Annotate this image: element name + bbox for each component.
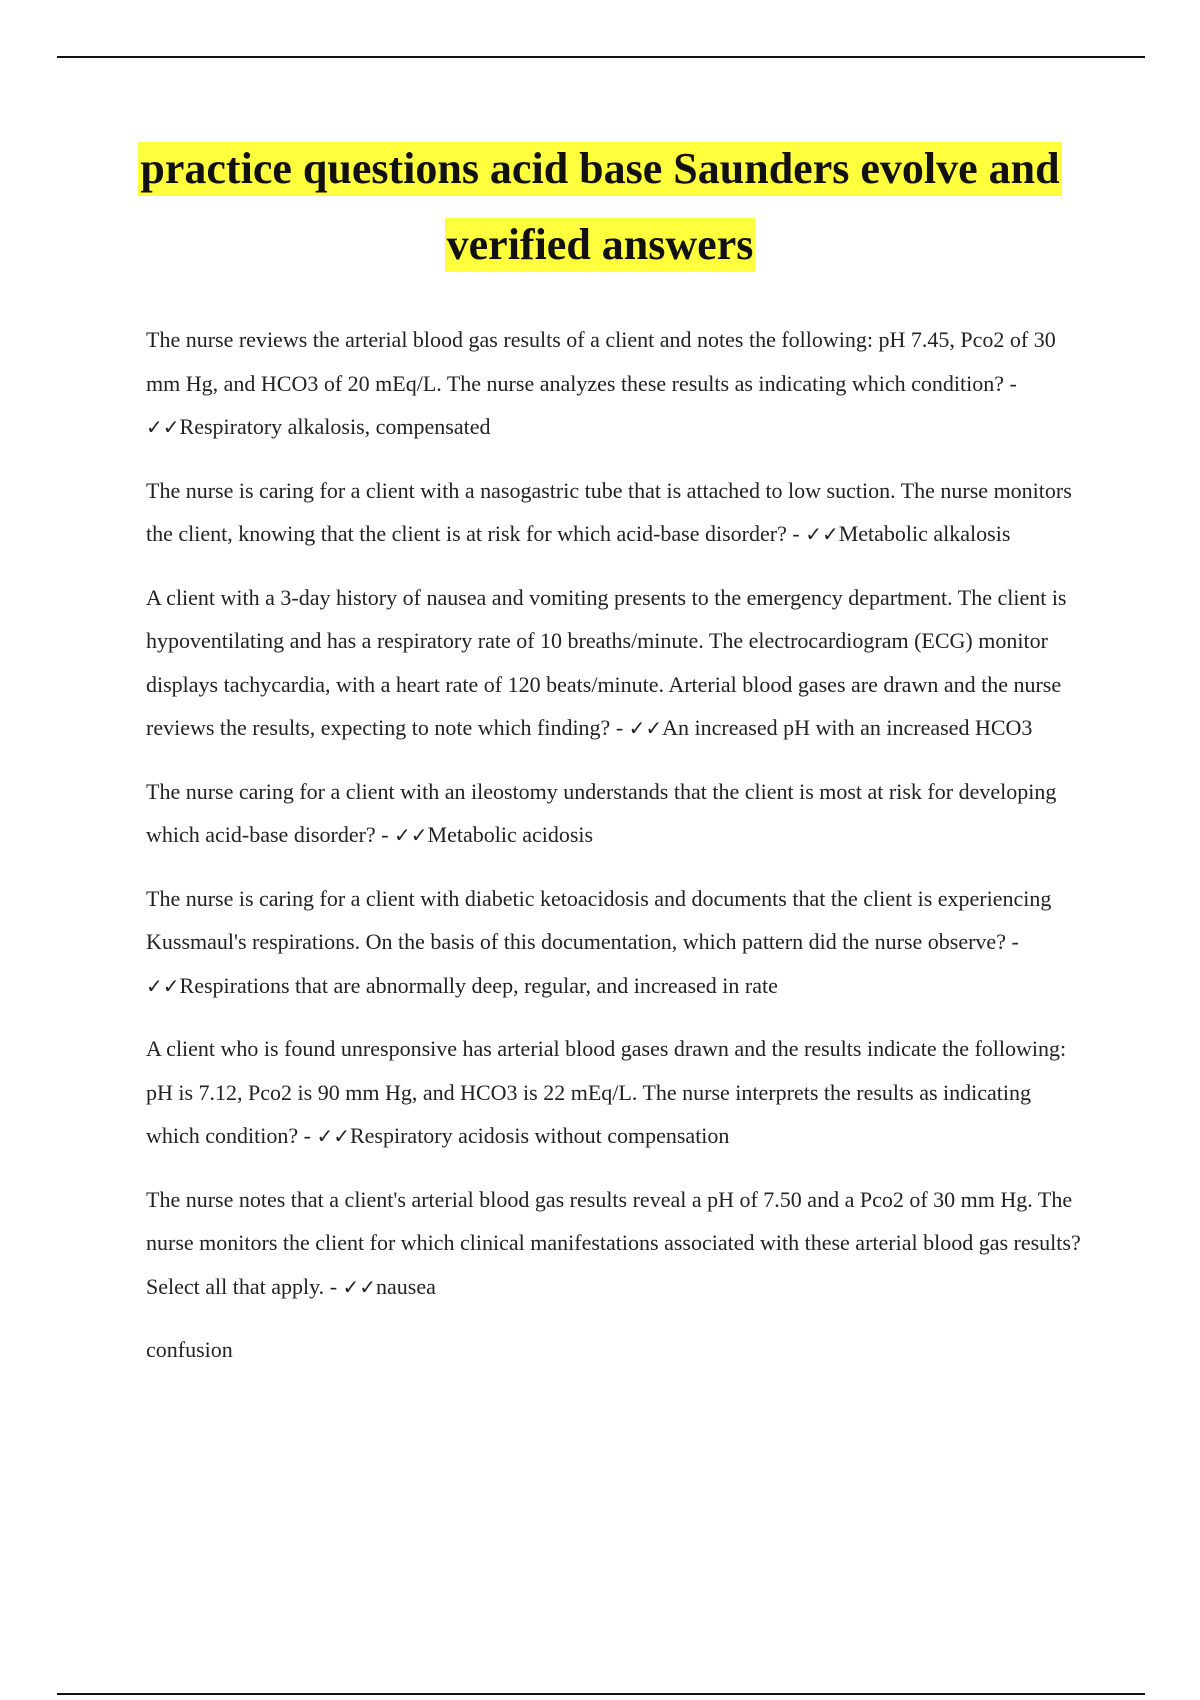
title-line-2: verified answers [445, 218, 756, 272]
double-check-icon: ✓✓ [628, 716, 663, 740]
question-text: The nurse caring for a client with an ileostomy understands that the client is most at risk for developing which acid-base disorder? [146, 778, 1057, 847]
title-line-1: practice questions acid base Saunders evolve and [138, 142, 1061, 196]
qa-item-6 [146, 1027, 1086, 1159]
separator: - [375, 822, 395, 847]
separator: - [610, 715, 629, 740]
question-text: The nurse is caring for a client with a nasogastric tube that is attached to low suction. The nurse monitors the client, knowing that the client is at risk for which acid-base disorder? [146, 477, 1072, 546]
question-text: A client with a 3-day history of nausea and vomiting presents to the emergency department. The client is hypoventilating and has a respiratory rate of 10 breaths/minute. The electrocardiogram (ECG) monitor displays tachycardia, with a heart rate of 120 beats/minute. Arterial blood gases are drawn and the nurse reviews the results, expecting to note which finding? [146, 584, 1067, 740]
answer-text: Respiratory acidosis without compensation [349, 1123, 730, 1148]
double-check-icon: ✓✓ [146, 415, 180, 439]
question-text: The nurse is caring for a client with diabetic ketoacidosis and documents that the client is experiencing Kussmaul's respirations. On the basis of this documentation, which pattern did the nurse observe? [146, 885, 1052, 954]
separator: - [1005, 929, 1019, 954]
answer-text: An increased pH with an increased HCO3 [662, 715, 1033, 740]
trailing-answer: confusion [146, 1337, 233, 1362]
answer-text: Respiratory alkalosis, compensated [179, 414, 491, 439]
separator: - [786, 521, 806, 546]
double-check-icon: ✓✓ [146, 973, 180, 998]
separator: - [1004, 370, 1017, 396]
question-text: The nurse reviews the arterial blood gas results of a client and notes the following: pH 7.45, Pco2 of 30 mm Hg, and HCO3 of 20 mEq/L. The nurse analyzes these results as indicating which condition? [146, 327, 1056, 396]
qa-item-4 [146, 770, 1086, 858]
double-check-icon: ✓✓ [342, 1274, 377, 1299]
question-text: A client who is found unresponsive has arterial blood gases drawn and the results indicate the following: pH is 7.12, Pco2 is 90 mm Hg, and HCO3 is 22 mEq/L. The nurse interprets the results as indicating which condition? [146, 1036, 1067, 1148]
qa-item-2 [146, 469, 1086, 557]
answer-text: nausea [376, 1273, 436, 1299]
separator: - [298, 1123, 317, 1148]
qa-item-7 [146, 1178, 1086, 1310]
question-text: The nurse notes that a client's arterial blood gas results reveal a pH of 7.50 and a Pco2 of 30 mm Hg. The nurse monitors the client for which clinical manifestations associated with these arterial blood gas results? Select all that apply. [146, 1186, 1081, 1299]
top-rule [57, 56, 1145, 58]
double-check-icon: ✓✓ [394, 823, 428, 847]
answer-text: Metabolic alkalosis [838, 521, 1011, 546]
double-check-icon: ✓✓ [316, 1124, 350, 1148]
separator: - [324, 1273, 343, 1299]
document-title [60, 142, 1140, 272]
answer-text: Metabolic acidosis [427, 822, 594, 847]
qa-item-5 [146, 877, 1086, 1009]
qa-item-3 [146, 576, 1086, 751]
bottom-rule [57, 1693, 1145, 1695]
qa-list [146, 318, 1086, 1391]
double-check-icon: ✓✓ [805, 522, 839, 546]
qa-item-1 [146, 318, 1086, 450]
answer-text: Respirations that are abnormally deep, regular, and increased in rate [179, 972, 778, 998]
